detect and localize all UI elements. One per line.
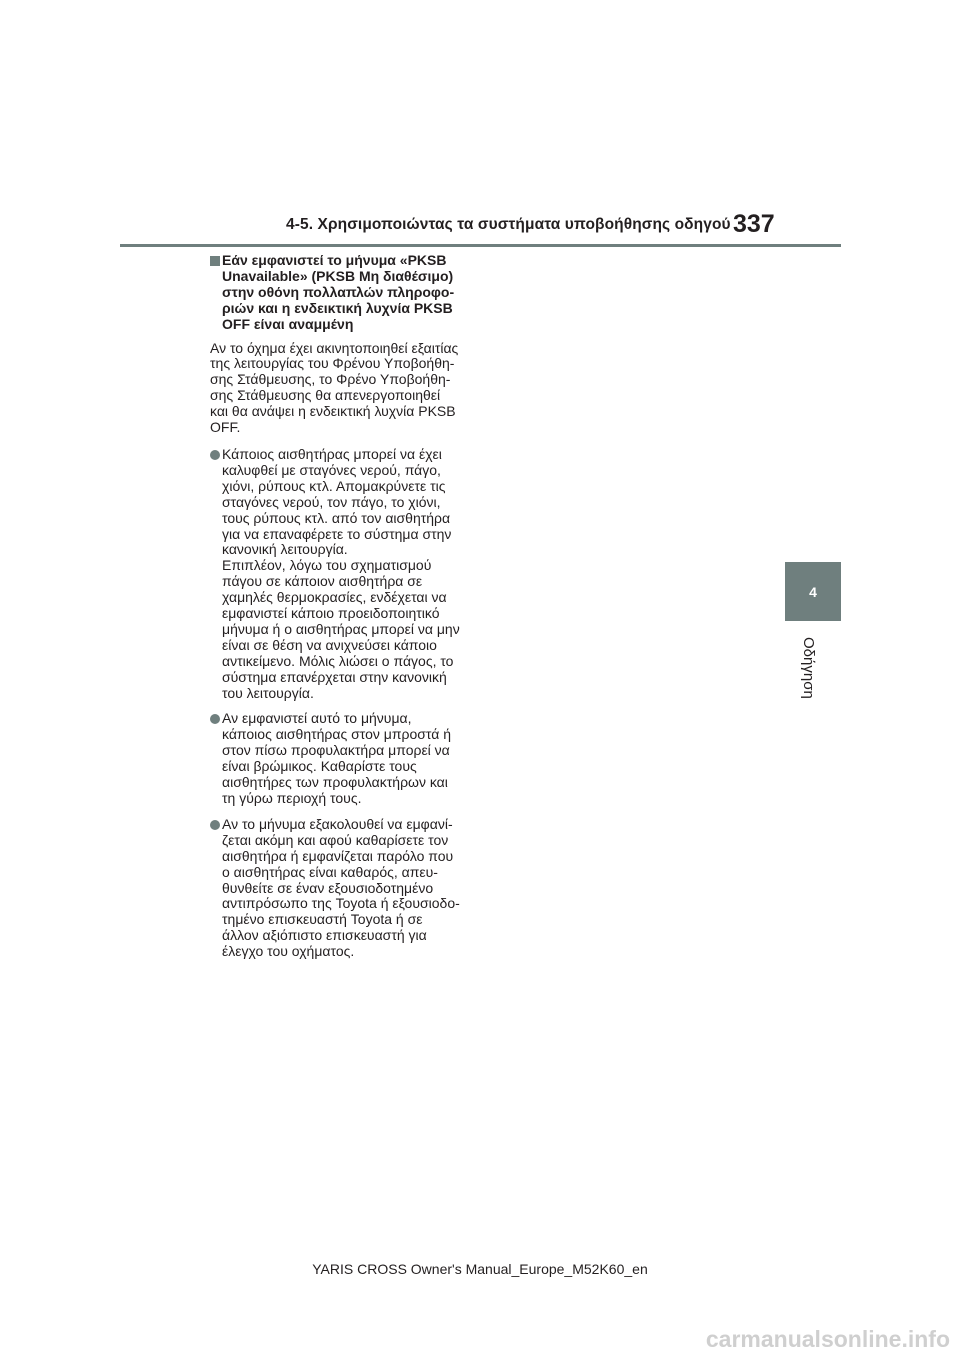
chapter-number: 4 bbox=[809, 583, 817, 600]
heading-line: ριών και η ενδεικτική λυχνία PKSB bbox=[222, 299, 453, 316]
heading-line: Εάν εμφανιστεί το μήνυμα «PKSB bbox=[222, 252, 447, 268]
bullet-line: εμφανιστεί κάποιο προειδοποιητικό bbox=[222, 605, 440, 622]
heading-line: Unavailable» (PKSB Μη διαθέσιμο) bbox=[222, 267, 454, 284]
bullet-line: Αν εμφανιστεί αυτό το μήνυμα, bbox=[222, 710, 412, 727]
paragraph-line: Αν το όχημα έχει ακινητοποιηθεί εξαιτίας bbox=[210, 339, 459, 356]
bullet-line: τημένο επισκευαστή Toyota ή σε bbox=[222, 911, 423, 928]
bullet-line: Αν το μήνυμα εξακολουθεί να εμφανί- bbox=[222, 815, 453, 832]
bullet-line: Κάποιος αισθητήρας μπορεί να έχει bbox=[222, 445, 442, 462]
bullet-line: αντιπρόσωπο της Toyota ή εξουσιοδο- bbox=[222, 895, 460, 912]
chapter-tab bbox=[785, 562, 841, 621]
paragraph-line: σης Στάθμευσης θα απενεργοποιηθεί bbox=[210, 387, 441, 404]
round-bullet-icon bbox=[210, 714, 220, 724]
bullet-line: θυνθείτε σε έναν εξουσιοδοτημένο bbox=[222, 879, 434, 896]
paragraph-line: της λειτουργίας του Φρένου Υποβοήθη- bbox=[210, 355, 455, 372]
section-header-title: 4-5. Χρησιμοποιώντας τα συστήματα υποβοήθησης οδηγού bbox=[286, 216, 731, 233]
bullet-line: τη γύρω περιοχή τους. bbox=[222, 790, 362, 806]
bullet-line: χαμηλές θερμοκρασίες, ενδέχεται να bbox=[222, 589, 447, 606]
paragraph-line: OFF. bbox=[210, 419, 241, 436]
bullet-line: είναι σε θέση να ανιχνεύσει κάποιο bbox=[222, 636, 437, 653]
footer-document-id: YARIS CROSS Owner's Manual_Europe_M52K60_en bbox=[312, 1261, 648, 1277]
page-number: 337 bbox=[733, 210, 775, 238]
chapter-label: Οδήγηση bbox=[800, 637, 817, 699]
bullet-line: του λειτουργία. bbox=[222, 684, 314, 701]
main-content bbox=[210, 253, 480, 970]
bullet-line: είναι βρώμικος. Καθαρίστε τους bbox=[222, 758, 417, 775]
bullet-line: κάποιος αισθητήρας στον μπροστά ή bbox=[222, 726, 451, 743]
bullet-line: άλλον αξιόπιστο επισκευαστή για bbox=[222, 927, 427, 944]
bullet-line: μήνυμα ή ο αισθητήρας μπορεί να μην bbox=[222, 620, 460, 637]
bullet-item bbox=[210, 447, 480, 702]
bullet-line: στον πίσω προφυλακτήρα μπορεί να bbox=[222, 742, 450, 759]
bullet-line: καλυφθεί με σταγόνες νερού, πάγο, bbox=[222, 461, 441, 478]
bullet-line: χιόνι, ρύπους κτλ. Απομακρύνετε τις bbox=[222, 477, 446, 494]
bullet-line: έλεγχο του οχήματος. bbox=[222, 943, 355, 960]
bullet-line: σύστημα επανέρχεται στην κανονική bbox=[222, 668, 447, 685]
bullet-item bbox=[210, 711, 480, 806]
bullet-line: πάγου σε κάποιον αισθητήρα σε bbox=[222, 573, 423, 590]
bullet-line: ο αισθητήρας είναι καθαρός, απευ- bbox=[222, 863, 438, 880]
header-divider bbox=[120, 244, 841, 247]
bullet-line: αντικείμενο. Μόλις λιώσει ο πάγος, το bbox=[222, 652, 454, 669]
bullet-item bbox=[210, 817, 480, 960]
section-heading bbox=[210, 253, 480, 333]
intro-paragraph bbox=[210, 341, 480, 436]
round-bullet-icon bbox=[210, 450, 220, 460]
bullet-line: κανονική λειτουργία. bbox=[222, 541, 348, 558]
bullet-line: σταγόνες νερού, τον πάγο, το χιόνι, bbox=[222, 493, 441, 510]
paragraph-line: και θα ανάψει η ενδεικτική λυχνία PKSB bbox=[210, 403, 456, 420]
bullet-line: ζεται ακόμη και αφού καθαρίσετε τον bbox=[222, 831, 449, 848]
heading-line: OFF είναι αναμμένη bbox=[222, 315, 354, 332]
bullet-line: αισθητήρες των προφυλακτήρων και bbox=[222, 774, 448, 791]
bullet-line: για να επαναφέρετε το σύστημα στην bbox=[222, 525, 452, 542]
paragraph-line: σης Στάθμευσης, το Φρένο Υποβοήθη- bbox=[210, 371, 451, 388]
heading-line: στην οθόνη πολλαπλών πληροφο- bbox=[222, 283, 455, 300]
bullet-line: τους ρύπους κτλ. από τον αισθητήρα bbox=[222, 509, 451, 526]
bullet-line: Επιπλέον, λόγω του σχηματισμού bbox=[222, 557, 432, 574]
watermark: carmanualsonline.info bbox=[705, 1326, 950, 1352]
bullet-line: αισθητήρα ή εμφανίζεται παρόλο που bbox=[222, 847, 454, 864]
round-bullet-icon bbox=[210, 820, 220, 830]
square-bullet-icon bbox=[210, 256, 220, 266]
